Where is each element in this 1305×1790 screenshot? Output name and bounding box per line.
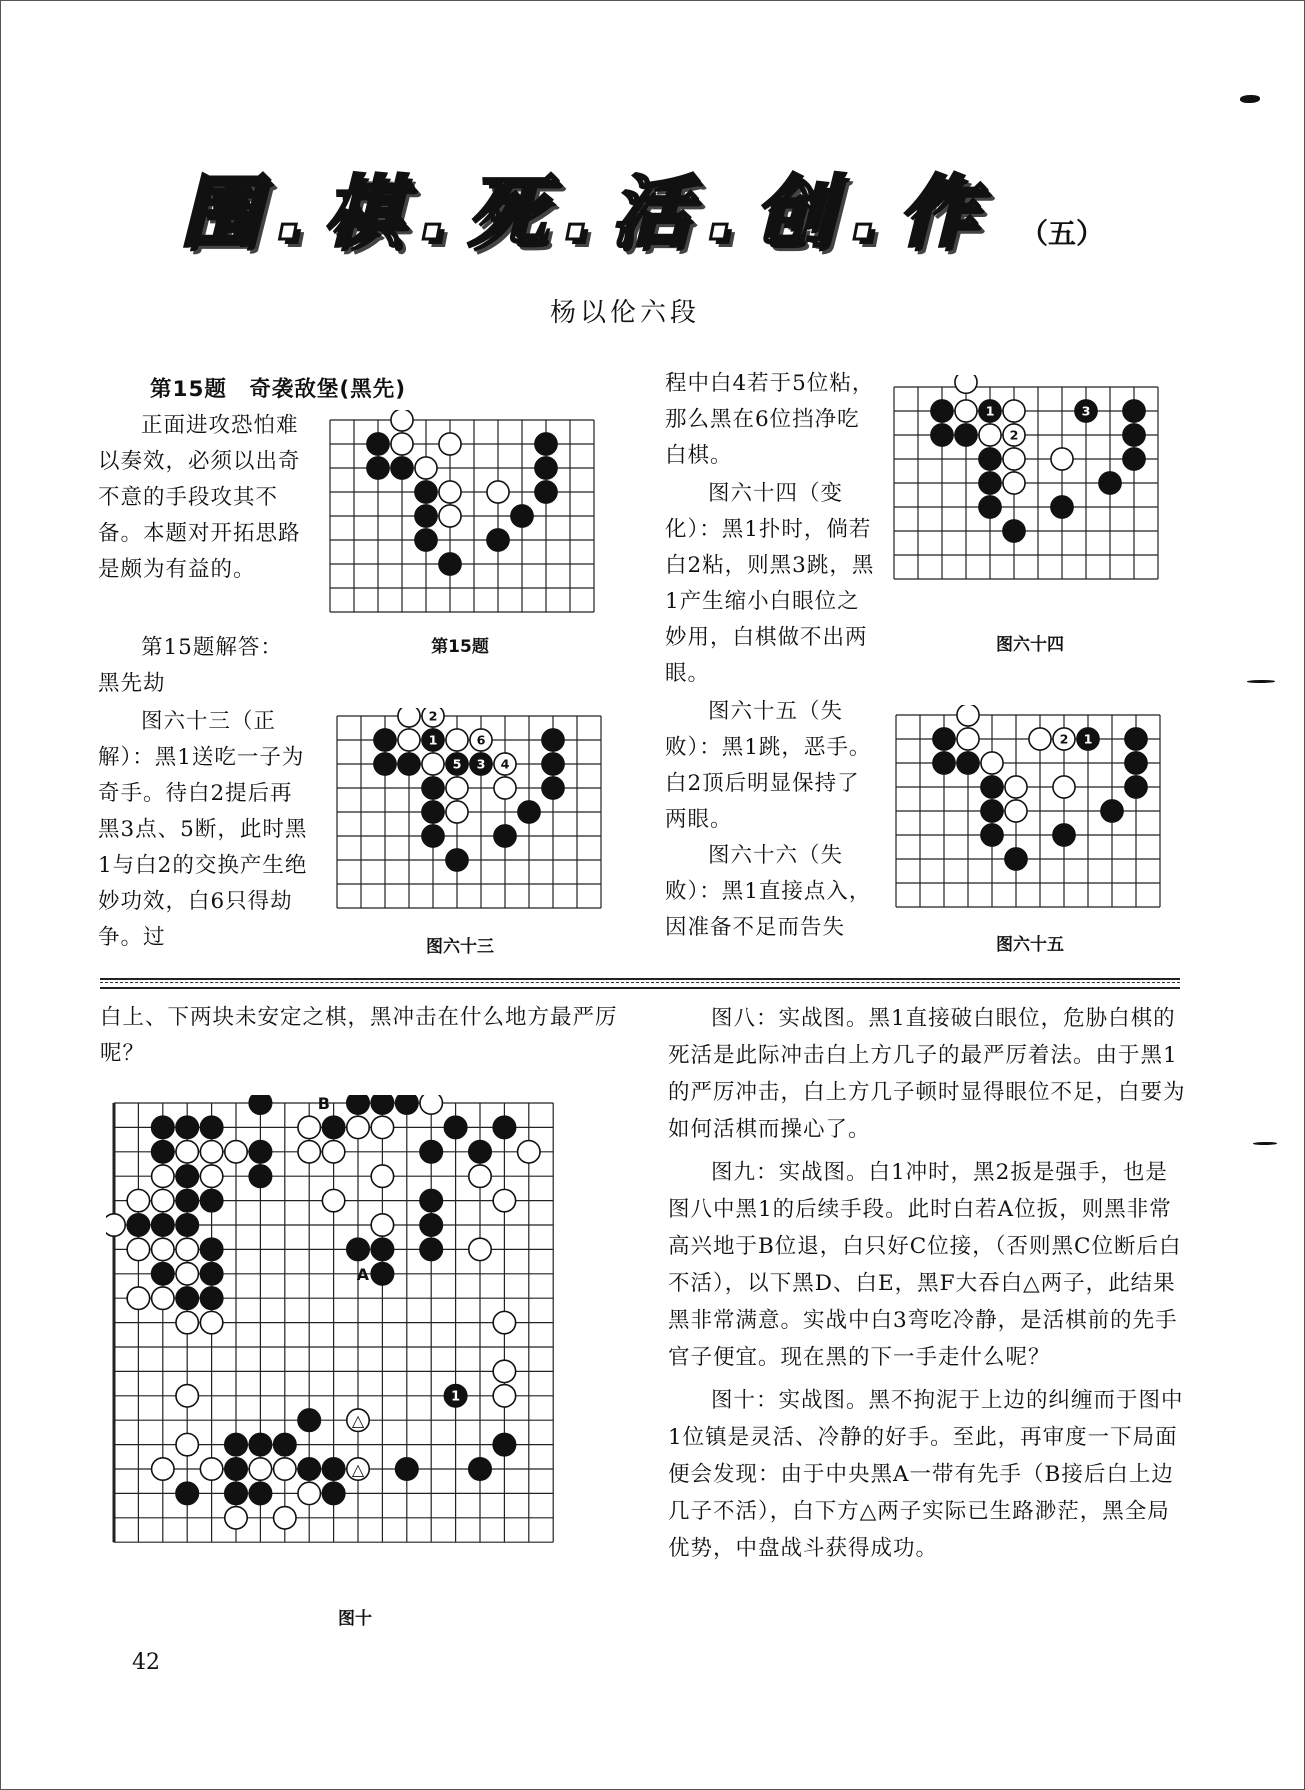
black-stone — [542, 777, 564, 799]
black-stone — [1051, 496, 1073, 518]
move-number: 6 — [476, 732, 486, 748]
white-stone — [957, 705, 979, 726]
board-fig64 — [888, 375, 1178, 615]
move-number: 3 — [476, 756, 486, 772]
white-stone — [493, 1189, 515, 1211]
black-stone — [494, 825, 516, 847]
black-stone — [396, 1095, 418, 1114]
white-stone — [398, 708, 420, 727]
white-stone — [1003, 472, 1025, 494]
white-stone — [446, 729, 468, 751]
board-fig10 — [106, 1095, 616, 1605]
white-stone — [200, 1458, 222, 1480]
caption-fig65: 图六十五 — [996, 935, 1064, 955]
white-stone — [398, 729, 420, 751]
page-number: 42 — [132, 1650, 160, 1675]
black-stone — [367, 457, 389, 479]
black-stone — [249, 1433, 271, 1455]
black-stone — [374, 729, 396, 751]
move-number: 1 — [985, 403, 995, 419]
problem15-text: 正面进攻恐怕难以奏效，必须以出奇不意的手段攻其不备。本题对开拓思路是颇为有益的。 — [98, 413, 301, 582]
black-stone — [933, 752, 955, 774]
white-stone — [955, 400, 977, 422]
white-stone — [152, 1189, 174, 1211]
move-number: 2 — [428, 708, 438, 724]
black-stone — [322, 1482, 344, 1504]
black-stone — [274, 1433, 296, 1455]
black-stone — [415, 529, 437, 551]
white-stone — [955, 375, 977, 393]
label-B: B — [317, 1095, 330, 1113]
article-title: 围.棋.死.活.创.作 — [180, 168, 995, 258]
move-number: 2 — [1009, 427, 1019, 443]
white-stone — [1003, 400, 1025, 422]
white-stone — [274, 1507, 296, 1529]
white-stone — [446, 777, 468, 799]
black-stone — [493, 1433, 515, 1455]
white-stone — [391, 410, 413, 431]
black-stone — [176, 1165, 198, 1187]
black-stone — [396, 1458, 418, 1480]
black-stone — [127, 1214, 149, 1236]
white-stone — [439, 481, 461, 503]
caption-fig10: 图十 — [338, 1609, 372, 1629]
lower-right-block — [668, 1000, 1188, 1567]
problem15-answer-label: 第15题解答： — [141, 635, 283, 660]
white-stone — [1053, 776, 1075, 798]
white-stone — [274, 1458, 296, 1480]
fig66-text: 图六十六（失败）：黑1直接点入，因准备不足而告失 — [665, 843, 872, 940]
white-stone — [493, 1385, 515, 1407]
black-stone — [249, 1095, 271, 1114]
para-fig9: 图九：实战图。白1冲时，黑2扳是强手，也是图八中黑1的后续手段。此时白若A位扳，则黑非常高兴地于B位退，白只好C位接，（否则黑C位断后白不活），以下黑D、白E，黑F大吞白△两子，此结果黑非常满意。实战中白3弯吃冷静，是活棋前的先手官子便宜。现在黑的下一手走什么呢？ — [668, 1160, 1182, 1370]
black-stone — [152, 1141, 174, 1163]
triangle-mark: △ — [351, 1460, 365, 1479]
black-stone — [446, 849, 468, 871]
black-stone — [322, 1458, 344, 1480]
black-stone — [955, 424, 977, 446]
board-problem15 — [318, 410, 608, 625]
scan-speck — [1240, 95, 1260, 103]
white-stone — [420, 1095, 442, 1114]
white-stone — [347, 1116, 369, 1138]
white-stone — [200, 1165, 222, 1187]
black-stone — [415, 481, 437, 503]
black-stone — [1125, 752, 1147, 774]
black-stone — [981, 800, 1003, 822]
black-stone — [487, 529, 509, 551]
label-A: A — [356, 1264, 370, 1284]
white-stone — [415, 457, 437, 479]
black-stone — [367, 433, 389, 455]
white-stone — [487, 481, 509, 503]
black-stone — [1123, 448, 1145, 470]
black-stone — [398, 753, 420, 775]
black-stone — [957, 752, 979, 774]
problem15-heading: 第15题 奇袭敌堡(黑先) — [150, 377, 407, 402]
white-stone — [1029, 728, 1051, 750]
black-stone — [422, 801, 444, 823]
black-stone — [420, 1189, 442, 1211]
black-stone — [225, 1458, 247, 1480]
white-stone — [518, 1141, 540, 1163]
black-stone — [469, 1458, 491, 1480]
move-number: 5 — [452, 756, 462, 772]
board-fig65 — [890, 705, 1180, 920]
white-stone — [176, 1141, 198, 1163]
black-stone — [511, 505, 533, 527]
white-stone — [176, 1263, 198, 1285]
black-stone — [979, 448, 1001, 470]
move-number: 4 — [500, 756, 510, 772]
black-stone — [298, 1458, 320, 1480]
black-stone — [200, 1263, 222, 1285]
white-stone — [298, 1116, 320, 1138]
black-stone — [322, 1116, 344, 1138]
white-stone — [225, 1507, 247, 1529]
black-stone — [225, 1433, 247, 1455]
white-stone — [200, 1311, 222, 1333]
black-stone — [535, 457, 557, 479]
white-stone — [446, 801, 468, 823]
black-stone — [535, 433, 557, 455]
black-stone — [249, 1165, 271, 1187]
black-stone — [176, 1287, 198, 1309]
black-stone — [493, 1116, 515, 1138]
fig63-text: 图六十三（正解）：黑1送吃一子为奇手。待白2提后再黑3点、5断，此时黑1与白2的交换产生绝妙功效，白6只得劫争。过 — [98, 709, 308, 950]
black-stone — [1125, 776, 1147, 798]
black-stone — [979, 496, 1001, 518]
white-stone — [152, 1238, 174, 1260]
move-number: 2 — [1059, 731, 1069, 747]
white-stone — [493, 1311, 515, 1333]
white-stone — [1005, 776, 1027, 798]
white-stone — [176, 1311, 198, 1333]
black-stone — [225, 1482, 247, 1504]
black-stone — [542, 729, 564, 751]
caption-fig63: 图六十三 — [426, 937, 494, 957]
white-stone — [176, 1433, 198, 1455]
black-stone — [249, 1141, 271, 1163]
lower-left-intro: 白上、下两块未安定之棋，黑冲击在什么地方最严厉呢？ — [100, 1005, 618, 1066]
black-stone — [931, 424, 953, 446]
white-stone — [981, 752, 1003, 774]
white-stone — [152, 1165, 174, 1187]
white-stone — [127, 1287, 149, 1309]
caption-problem15: 第15题 — [431, 637, 489, 657]
white-stone — [298, 1482, 320, 1504]
white-stone — [422, 753, 444, 775]
black-stone — [152, 1116, 174, 1138]
black-stone — [374, 753, 396, 775]
black-stone — [535, 481, 557, 503]
white-stone — [493, 1360, 515, 1382]
scan-speck — [1253, 1142, 1277, 1145]
black-stone — [176, 1116, 198, 1138]
black-stone — [1125, 728, 1147, 750]
white-stone — [176, 1385, 198, 1407]
black-stone — [152, 1214, 174, 1236]
white-stone — [176, 1238, 198, 1260]
black-stone — [420, 1141, 442, 1163]
white-stone — [1005, 800, 1027, 822]
move-number: 1 — [428, 732, 438, 748]
white-stone — [152, 1287, 174, 1309]
white-stone — [106, 1214, 125, 1236]
black-stone — [371, 1238, 393, 1260]
white-stone — [469, 1165, 491, 1187]
black-stone — [249, 1482, 271, 1504]
white-stone — [391, 433, 413, 455]
fig65-text: 图六十五（失败）：黑1跳，恶手。白2顶后明显保持了两眼。 — [665, 699, 872, 832]
white-stone — [225, 1141, 247, 1163]
black-stone — [981, 824, 1003, 846]
white-stone — [322, 1189, 344, 1211]
black-stone — [422, 825, 444, 847]
section-separator — [100, 978, 1180, 989]
white-stone — [249, 1458, 271, 1480]
white-stone — [979, 424, 1001, 446]
black-stone — [391, 457, 413, 479]
caption-fig64: 图六十四 — [996, 635, 1064, 655]
black-stone — [931, 400, 953, 422]
problem15-answer: 黑先劫 — [98, 671, 166, 696]
move-number: 3 — [1081, 403, 1091, 419]
black-stone — [415, 505, 437, 527]
black-stone — [371, 1263, 393, 1285]
black-stone — [176, 1214, 198, 1236]
white-stone — [127, 1238, 149, 1260]
move-number: 1 — [1083, 731, 1093, 747]
right-text-top: 程中白4若于5位粘，那么黑在6位挡净吃白棋。 — [665, 371, 875, 468]
black-stone — [1101, 800, 1123, 822]
black-stone — [979, 472, 1001, 494]
white-stone — [371, 1165, 393, 1187]
black-stone — [176, 1189, 198, 1211]
fig64-text: 图六十四（变化）：黑1扑时，倘若白2粘，则黑3跳，黑1产生缩小白眼位之妙用，白棋做不出两眼。 — [665, 481, 875, 686]
black-stone — [420, 1238, 442, 1260]
black-stone — [200, 1287, 222, 1309]
black-stone — [347, 1095, 369, 1114]
black-stone — [1123, 424, 1145, 446]
article-part: （五） — [1020, 217, 1105, 250]
para-fig8: 图八：实战图。黑1直接破白眼位，危胁白棋的死活是此际冲击白上方几子的最严厉着法。由于黑1的严厉冲击，白上方几子顿时显得眼位不足，白要为如何活棋而操心了。 — [668, 1006, 1186, 1142]
black-stone — [176, 1482, 198, 1504]
white-stone — [439, 505, 461, 527]
white-stone — [469, 1238, 491, 1260]
black-stone — [1053, 824, 1075, 846]
black-stone — [439, 553, 461, 575]
black-stone — [542, 753, 564, 775]
white-stone — [439, 433, 461, 455]
black-stone — [347, 1238, 369, 1260]
white-stone — [371, 1116, 393, 1138]
white-stone — [494, 777, 516, 799]
white-stone — [127, 1189, 149, 1211]
black-stone — [444, 1116, 466, 1138]
black-stone — [298, 1409, 320, 1431]
black-stone — [518, 801, 540, 823]
black-stone — [933, 728, 955, 750]
article-author: 杨以伦六段 — [550, 298, 701, 328]
triangle-mark: △ — [351, 1411, 365, 1431]
black-stone — [371, 1095, 393, 1114]
white-stone — [200, 1141, 222, 1163]
black-stone — [420, 1214, 442, 1236]
black-stone — [469, 1141, 491, 1163]
black-stone — [152, 1263, 174, 1285]
move-number: 1 — [451, 1389, 461, 1405]
black-stone — [1003, 520, 1025, 542]
white-stone — [1003, 448, 1025, 470]
black-stone — [1123, 400, 1145, 422]
black-stone — [1099, 472, 1121, 494]
white-stone — [1051, 448, 1073, 470]
white-stone — [298, 1141, 320, 1163]
white-stone — [322, 1141, 344, 1163]
scan-speck — [1247, 680, 1275, 683]
black-stone — [200, 1116, 222, 1138]
para-fig10: 图十：实战图。黑不拘泥于上边的纠缠而于图中1位镇是灵活、冷静的好手。至此，再审度一下局面便会发现：由于中央黑A一带有先手（B接后白上边几子不活），白下方△两子实际已生路渺茫，黑全局优势，中盘战斗获得成功。 — [668, 1388, 1184, 1561]
board-fig63 — [325, 708, 615, 923]
white-stone — [371, 1214, 393, 1236]
black-stone — [1005, 848, 1027, 870]
white-stone — [152, 1458, 174, 1480]
black-stone — [981, 776, 1003, 798]
white-stone — [957, 728, 979, 750]
black-stone — [200, 1189, 222, 1211]
black-stone — [200, 1238, 222, 1260]
black-stone — [422, 777, 444, 799]
